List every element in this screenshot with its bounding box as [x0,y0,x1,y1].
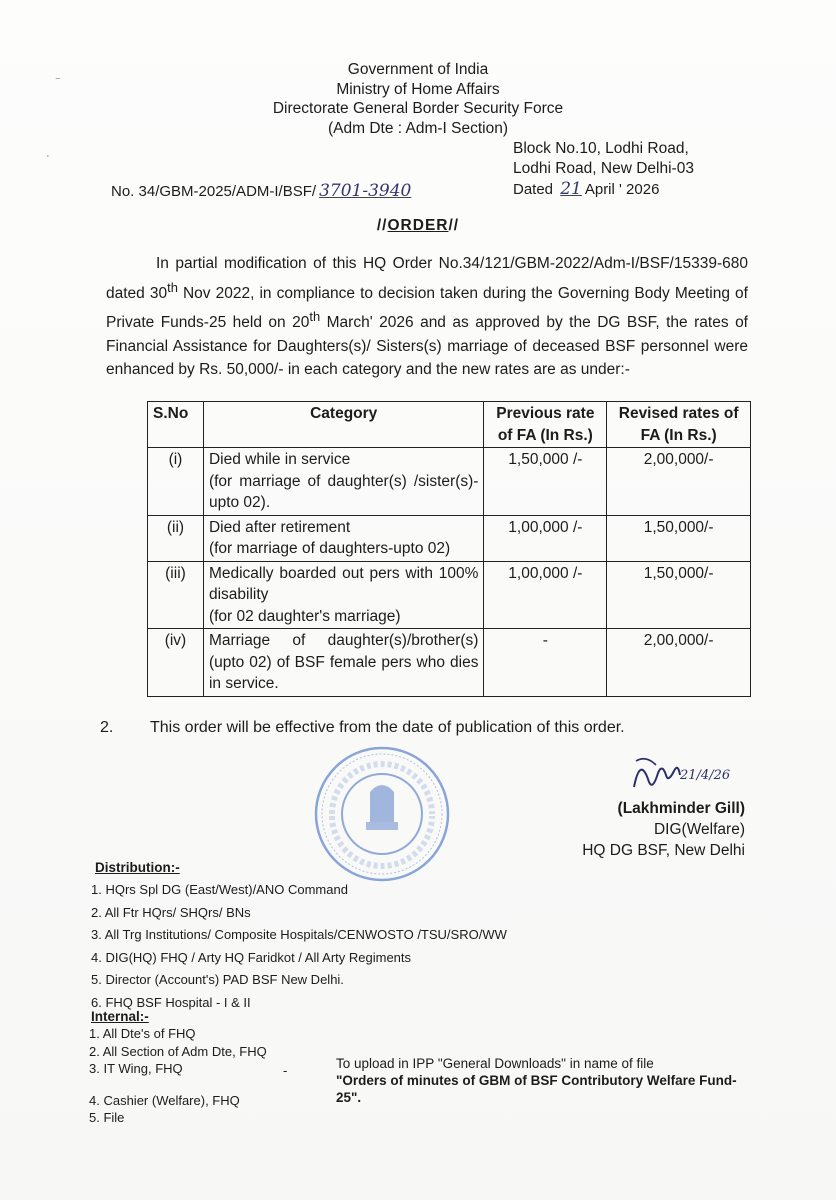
list-item: 3. IT Wing, FHQ [89,1061,183,1076]
handwritten-signature [628,747,738,802]
dated-label: Dated [513,181,554,198]
category-line: Marriage of daughter(s)/brother(s) (upto 02) of BSF female pers who dies in service. [208,632,479,692]
row-previous-rate: 1,00,000 /- [484,561,607,629]
category-line: (for marriage of daughter(s) /sister(s)- upto 02). [208,472,479,511]
header-line-government: Government of India [347,61,489,78]
header-previous-rate: Previous rate of FA (In Rs.) [484,402,607,448]
scan-speck: ⁻ [55,75,61,87]
row-previous-rate: - [484,629,607,697]
category-line: Died while in service [208,451,351,468]
paragraph-part-3: March' 2026 and as approved by the DG BSF, the rates of Financial Assistance for Daughters(s)/ Sisters(s) marriage of deceased BSF personnel were enhanced by Rs. 50,000/- in each category and the new rates are as under:- [106,314,748,379]
signatory-office: HQ DG BSF, New Delhi [582,842,745,859]
internal-heading: Internal:- [91,1009,149,1024]
header-line-ministry: Ministry of Home Affairs [336,80,500,98]
list-item: 2. All Section of Adm Dte, FHQ [89,1043,267,1059]
point-2-text: This order will be effective from the date of publication of this order. [150,719,625,736]
upload-instruction [336,1055,746,1106]
scan-speck: · [46,150,50,162]
row-sno: (i) [148,448,204,516]
address-line-2: Lodhi Road, New Delhi-03 [513,159,694,177]
category-line: (for 02 daughter's marriage) [208,607,401,625]
header-sno: S.No [148,402,204,448]
signatory-designation: DIG(Welfare) [653,821,745,838]
header-category: Category [203,402,484,448]
list-item: 4. DIG(HQ) FHQ / Arty HQ Faridkot / All Arty Regiments [91,949,412,965]
order-title [0,217,836,235]
signatory-name: (Lakhminder Gill) [617,800,745,817]
row-category [203,448,484,516]
signatory-block [582,798,745,861]
row-sno: (iv) [148,629,204,697]
table-row [148,561,751,629]
list-item: 1. All Dte's of FHQ [89,1026,196,1041]
list-item: 2. All Ftr HQrs/ SHQrs/ BNs [91,904,251,920]
header-line-directorate: Directorate General Border Security Force [272,100,564,117]
category-line: (for marriage of daughters-upto 02) [208,540,451,557]
dated-rest: April ' 2026 [584,181,660,198]
financial-assistance-table [147,401,751,697]
list-item: 4. Cashier (Welfare), FHQ [89,1092,240,1108]
order-title-word: ORDER [387,217,449,234]
order-title-left: // [376,217,388,234]
paragraph-part-1: In partial modification of this HQ Order No.34/121/GBM-2022/Adm-I/BSF/15339-680 dated 30 [106,255,748,302]
paragraph-superscript-2: th [309,309,321,325]
header-line-section: (Adm Dte : Adm-I Section) [327,119,509,137]
table-header-row [148,402,751,448]
list-item: 1. HQrs Spl DG (East/West)/ANO Command [91,882,348,897]
category-line: Died after retirement [208,518,351,536]
internal-list [89,1025,267,1127]
internal-dash: - [283,1063,288,1078]
handwritten-reference-number: 3701-3940 [319,181,412,201]
bsf-seal-stamp [312,744,452,884]
row-category [203,629,484,697]
row-previous-rate: 1,00,000 /- [484,515,607,561]
point-2 [100,719,625,737]
reference-number [111,181,414,201]
order-date [513,179,659,199]
row-sno: (iii) [148,561,204,629]
address-line-1: Block No.10, Lodhi Road, [513,140,689,157]
list-item: 6. FHQ BSF Hospital - I & II [91,994,251,1010]
paragraph-part-2: Nov 2022, in compliance to decision taken during the Governing Body Meeting of Private Funds-25 held on 20 [106,284,748,332]
row-revised-rate: 2,00,000/- [607,448,751,516]
category-line: Medically boarded out pers with 100% disability [208,564,479,603]
list-item: 5. Director (Account's) PAD BSF New Delhi. [91,972,344,987]
point-2-number: 2. [100,719,114,736]
row-revised-rate: 2,00,000/- [607,629,751,697]
list-item: 5. File [89,1110,125,1125]
row-previous-rate: 1,50,000 /- [484,448,607,516]
row-revised-rate: 1,50,000/- [607,515,751,561]
distribution-list [91,879,507,1014]
row-category [203,561,484,629]
distribution-heading: Distribution:- [95,860,180,875]
paragraph-superscript-1: th [167,279,178,295]
reference-prefix: No. 34/GBM-2025/ADM-I/BSF/ [111,183,317,200]
handwritten-date-day: 21 [560,179,582,199]
table-row [148,515,751,561]
row-revised-rate: 1,50,000/- [607,561,751,629]
header-revised-rate: Revised rates of FA (In Rs.) [607,402,751,448]
handwritten-signature-date: 21/4/26 [680,768,731,783]
upload-file-name: "Orders of minutes of GBM of BSF Contributory Welfare Fund-25". [336,1073,737,1105]
table-row [148,448,751,516]
order-paragraph [106,252,748,382]
row-category [203,515,484,561]
table-row [148,629,751,697]
list-item: 3. All Trg Institutions/ Composite Hospitals/CENWOSTO /TSU/SRO/WW [91,927,507,942]
upload-line: To upload in IPP "General Downloads" in name of file [336,1056,654,1071]
office-address [513,139,694,178]
order-title-right: // [448,217,460,234]
row-sno: (ii) [148,515,204,561]
letterhead [0,60,836,138]
